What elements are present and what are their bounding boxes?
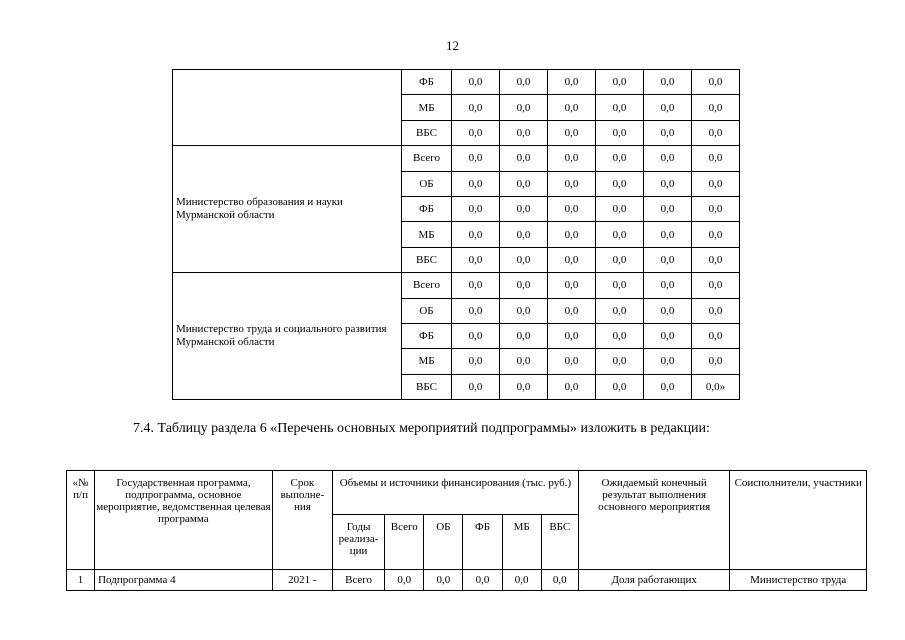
value-cell: 0,0 — [548, 374, 596, 399]
value-cell: 0,0 — [692, 171, 740, 196]
value-cell: 0,0 — [596, 95, 644, 120]
organization-cell — [173, 70, 402, 146]
header-ob: ОБ — [424, 515, 463, 570]
value-cell: 0,0 — [596, 146, 644, 171]
value-cell: 0,0 — [452, 95, 500, 120]
row-result: Доля работающих — [578, 570, 730, 591]
header-total: Всего — [385, 515, 424, 570]
value-cell: 0,0 — [596, 247, 644, 272]
header-fb: ФБ — [463, 515, 502, 570]
row-number: 1 — [67, 570, 95, 591]
header-program: Государственная программа, подпрограмма, основное мероприятие, ведомственная целевая программа — [95, 471, 273, 570]
value-cell: 0,0 — [596, 298, 644, 323]
value-cell: 0,0 — [644, 247, 692, 272]
source-cell: Всего — [402, 146, 452, 171]
value-cell: 0,0 — [596, 323, 644, 348]
value-cell: 0,0 — [548, 70, 596, 95]
value-cell: 0,0 — [644, 323, 692, 348]
value-cell: 0,0 — [500, 171, 548, 196]
header-years: Годы реализа-ции — [332, 515, 384, 570]
value-cell: 0,0 — [452, 273, 500, 298]
table-row — [173, 273, 740, 298]
value-cell: 0,0 — [452, 247, 500, 272]
value-cell: 0,0 — [596, 273, 644, 298]
value-cell: 0,0 — [500, 273, 548, 298]
organization-cell: Министерство образования и науки Мурманской области — [173, 146, 402, 273]
value-cell: 0,0 — [692, 70, 740, 95]
value-cell: 0,0 — [500, 298, 548, 323]
value-cell: 0,0 — [692, 222, 740, 247]
row-mb: 0,0 — [502, 570, 541, 591]
value-cell: 0,0 — [500, 196, 548, 221]
value-cell: 0,0 — [500, 120, 548, 145]
value-cell: 0,0 — [596, 171, 644, 196]
value-cell: 0,0 — [452, 298, 500, 323]
value-cell: 0,0 — [500, 70, 548, 95]
value-cell: 0,0 — [548, 196, 596, 221]
source-cell: ВБС — [402, 247, 452, 272]
value-cell: 0,0 — [596, 222, 644, 247]
value-cell: 0,0 — [500, 323, 548, 348]
value-cell: 0,0 — [692, 349, 740, 374]
row-ob: 0,0 — [424, 570, 463, 591]
value-cell: 0,0 — [452, 120, 500, 145]
value-cell: 0,0 — [500, 222, 548, 247]
source-cell: ФБ — [402, 323, 452, 348]
value-cell: 0,0 — [548, 95, 596, 120]
header-mb: МБ — [502, 515, 541, 570]
source-cell: ОБ — [402, 298, 452, 323]
value-cell: 0,0 — [500, 349, 548, 374]
value-cell: 0,0 — [596, 120, 644, 145]
page-number: 12 — [446, 38, 459, 53]
row-partners: Министерство труда — [730, 570, 867, 591]
value-cell: 0,0 — [644, 273, 692, 298]
table-row — [173, 70, 740, 95]
source-cell: ФБ — [402, 196, 452, 221]
table-row — [67, 570, 867, 591]
value-cell: 0,0 — [644, 349, 692, 374]
source-cell: МБ — [402, 95, 452, 120]
value-cell: 0,0 — [452, 222, 500, 247]
source-cell: ВБС — [402, 374, 452, 399]
value-cell: 0,0 — [596, 70, 644, 95]
value-cell: 0,0 — [692, 146, 740, 171]
value-cell: 0,0 — [644, 374, 692, 399]
value-cell: 0,0 — [644, 70, 692, 95]
value-cell: 0,0 — [548, 298, 596, 323]
header-result: Ожидаемый конечный результат выполнения основного мероприятия — [578, 471, 730, 570]
header-partners: Соисполнители, участники — [730, 471, 867, 570]
header-number: «№ п/п — [67, 471, 95, 570]
value-cell: 0,0 — [548, 171, 596, 196]
value-cell: 0,0 — [596, 196, 644, 221]
row-program: Подпрограмма 4 — [95, 570, 273, 591]
value-cell: 0,0 — [500, 247, 548, 272]
value-cell: 0,0 — [500, 374, 548, 399]
value-cell: 0,0 — [548, 146, 596, 171]
value-cell: 0,0 — [548, 222, 596, 247]
value-cell: 0,0 — [692, 247, 740, 272]
value-cell: 0,0 — [644, 171, 692, 196]
value-cell: 0,0 — [692, 273, 740, 298]
value-cell: 0,0 — [596, 349, 644, 374]
funding-table-body — [173, 70, 740, 400]
value-cell: 0,0 — [452, 196, 500, 221]
value-cell: 0,0 — [692, 323, 740, 348]
row-fb: 0,0 — [463, 570, 502, 591]
value-cell: 0,0» — [692, 374, 740, 399]
value-cell: 0,0 — [548, 349, 596, 374]
source-cell: МБ — [402, 349, 452, 374]
value-cell: 0,0 — [548, 120, 596, 145]
source-cell: ОБ — [402, 171, 452, 196]
value-cell: 0,0 — [500, 95, 548, 120]
value-cell: 0,0 — [644, 95, 692, 120]
header-vbs: ВБС — [541, 515, 578, 570]
amendment-paragraph: 7.4. Таблицу раздела 6 «Перечень основных мероприятий подпрограммы» изложить в редакции: — [133, 421, 710, 436]
value-cell: 0,0 — [500, 146, 548, 171]
value-cell: 0,0 — [644, 146, 692, 171]
measures-table — [66, 470, 867, 591]
source-cell: МБ — [402, 222, 452, 247]
value-cell: 0,0 — [452, 171, 500, 196]
value-cell: 0,0 — [452, 323, 500, 348]
value-cell: 0,0 — [548, 247, 596, 272]
organization-cell: Министерство труда и социального развития Мурманской области — [173, 273, 402, 400]
header-term: Срок выполне-ния — [272, 471, 332, 570]
funding-table — [172, 69, 740, 400]
row-total: 0,0 — [385, 570, 424, 591]
value-cell: 0,0 — [596, 374, 644, 399]
header-funding: Объемы и источники финансирования (тыс. руб.) — [332, 471, 578, 515]
value-cell: 0,0 — [692, 298, 740, 323]
value-cell: 0,0 — [452, 349, 500, 374]
row-years: Всего — [332, 570, 384, 591]
value-cell: 0,0 — [452, 70, 500, 95]
source-cell: ФБ — [402, 70, 452, 95]
table-row — [173, 146, 740, 171]
row-term: 2021 - — [272, 570, 332, 591]
value-cell: 0,0 — [452, 146, 500, 171]
value-cell: 0,0 — [548, 273, 596, 298]
value-cell: 0,0 — [644, 120, 692, 145]
value-cell: 0,0 — [644, 298, 692, 323]
value-cell: 0,0 — [692, 95, 740, 120]
value-cell: 0,0 — [452, 374, 500, 399]
value-cell: 0,0 — [644, 222, 692, 247]
value-cell: 0,0 — [692, 120, 740, 145]
value-cell: 0,0 — [692, 196, 740, 221]
source-cell: Всего — [402, 273, 452, 298]
value-cell: 0,0 — [548, 323, 596, 348]
source-cell: ВБС — [402, 120, 452, 145]
row-vbs: 0,0 — [541, 570, 578, 591]
value-cell: 0,0 — [644, 196, 692, 221]
